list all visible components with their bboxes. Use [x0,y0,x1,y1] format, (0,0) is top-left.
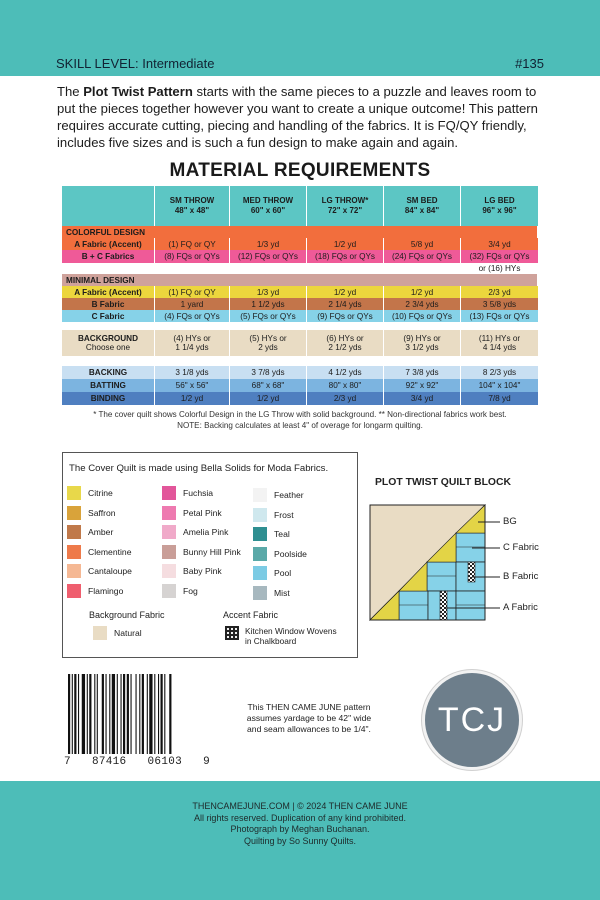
barcode-bar [112,674,115,754]
swatch-petal-pink: Petal Pink [162,506,222,520]
table-row: BATTING 56" x 56" 68" x 68" 80" x 80" 92" x 92" 104" x 104" [62,379,538,392]
barcode-bar [164,674,165,754]
barcode-bar [121,674,122,754]
barcode-bar [136,674,137,754]
table-row: or (16) HYs [62,263,538,274]
swatch-fuchsia: Fuchsia [162,486,213,500]
swatch-teal: Teal [253,527,290,541]
swatch-clementine: Clementine [67,545,131,559]
swatch-cantaloupe: Cantaloupe [67,564,132,578]
barcode-bar [94,674,95,754]
footer-text: THENCAMEJUNE.COM | © 2024 THEN CAME JUNE All rights reserved. Duplication of any kind prohibited. Photograph by Meghan Buchanan. Quilting by So Sunny Quilts. [192,801,408,846]
barcode-bar [106,674,107,754]
barcode-bar [78,674,79,754]
barcode-bar [109,674,110,754]
cover-quilt-title: The Cover Quilt is made using Bella Solids for Moda Fabrics. [69,463,329,474]
barcode-bar [89,674,91,754]
swatch-baby-pink: Baby Pink [162,564,222,578]
spacer-row [62,356,538,366]
barcode-bar [139,674,140,754]
section-minimal-design: MINIMAL DESIGN [62,274,538,286]
checker-swatch [225,626,239,640]
barcode-bar [68,674,70,754]
skill-level: SKILL LEVEL: Intermediate [56,55,215,71]
barcode-bar [131,674,132,754]
c-fabric-square [399,591,428,620]
cover-quilt-fabric-key [62,452,358,658]
table-row: C Fabric (4) FQs or QYs (5) FQs or QYs (9) FQs or QYs (10) FQs or QYs (13) FQs or QYs [62,310,538,322]
barcode-bar [97,674,98,754]
barcode-bar [74,674,76,754]
block-label-a-fabric: A Fabric [503,602,538,613]
swatch-mist: Mist [253,586,290,600]
table-header-row: SM THROW 48" x 48" MED THROW 60" x 60" LG THROW* 72" x 72" SM BED 84" x 84" LG BED 96" x 96" [62,186,538,226]
footer [0,781,600,900]
barcode-number: 7 87416 06103 9 [64,756,210,768]
b-fabric-strip [468,562,475,582]
swatch-feather: Feather [253,488,304,502]
barcode-bar [127,674,129,754]
block-label-bg: BG [503,516,517,527]
barcode-bar [147,674,148,754]
top-banner [0,0,600,50]
table-row: BINDING 1/2 yd 1/2 yd 2/3 yd 3/4 yd 7/8 yd [62,392,538,405]
swatch-pool: Pool [253,566,291,580]
intro-paragraph: The Plot Twist Pattern starts with the same pieces to a puzzle and leaves room to put the pieces together however you want to create a unique outcome! This pattern requires accurate cutting, piecing and handling of the fabrics. It is FQ/QY friendly, includes five sizes and is such a fun design to make again and again. [57,84,538,150]
swatch-kitchen-window-wovens: Kitchen Window Wovens in Chalkboard [225,626,337,646]
barcode-bar [158,674,159,754]
background-fabric-label: Background Fabric [89,610,165,620]
table-footnote: * The cover quilt shows Colorful Design in the LG Throw with solid background. ** Non-directional fabrics work best. NOTE: Backing calculates at least 4" of overage for longarm quilting. [93,410,507,430]
b-fabric-strip [440,591,447,620]
barcode-bar [102,674,104,754]
c-fabric-square [427,562,456,591]
swatch-frost: Frost [253,508,294,522]
barcode-bars [68,674,210,754]
block-label-b-fabric: B Fabric [503,571,539,582]
pattern-number: #135 [515,55,544,71]
block-label-c-fabric: C Fabric [503,542,539,553]
swatch-natural: Natural [93,626,142,640]
yardage-note: This THEN CAME JUNE pattern assumes yardage to be 42" wide and seam allowances to be 1/4". [246,702,372,734]
material-requirements-title: MATERIAL REQUIREMENTS [169,160,431,181]
barcode-bar [72,674,73,754]
barcode-bar [87,674,88,754]
barcode-bar [82,674,85,754]
swatch-poolside: Poolside [253,547,307,561]
table-row: B Fabric 1 yard 1 1/2 yds 2 1/4 yds 2 3/4 yds 3 5/8 yds [62,298,538,310]
barcode [62,668,212,772]
tcj-logo: TCJ [422,670,522,770]
section-colorful-design: COLORFUL DESIGN [62,226,538,238]
table-row: BACKING 3 1/8 yds 3 7/8 yds 4 1/2 yds 7 3/8 yds 8 2/3 yds [62,366,538,379]
table-row: BACKGROUND Choose one (4) HYs or 1 1/4 yds (5) HYs or 2 yds (6) HYs or 2 1/2 yds (9) HYs or 3 1/2 yds (11) HYs or 4 1/4 yds [62,330,538,356]
skill-level-bar [0,50,600,76]
swatch-fog: Fog [162,584,198,598]
swatch-flamingo: Flamingo [67,584,123,598]
swatch-bunny-hill-pink: Bunny Hill Pink [162,545,241,559]
barcode-bar [154,674,155,754]
barcode-bar [169,674,171,754]
pattern-name: Plot Twist Pattern [83,84,193,99]
barcode-bar [123,674,125,754]
accent-fabric-label: Accent Fabric [223,610,279,620]
spacer-row [62,322,538,330]
material-requirements-table [62,186,538,406]
c-fabric-square [456,591,485,620]
barcode-bar [161,674,163,754]
swatch-saffron: Saffron [67,506,116,520]
barcode-bar [142,674,144,754]
table-row: A Fabric (Accent) (1) FQ or QY 1/3 yd 1/2 yd 1/2 yd 2/3 yd [62,286,538,298]
table-row: A Fabric (Accent) (1) FQ or QY 1/3 yd 1/2 yd 5/8 yd 3/4 yd [62,238,538,250]
swatch-amelia-pink: Amelia Pink [162,525,228,539]
swatch-citrine: Citrine [67,486,113,500]
barcode-bar [117,674,118,754]
barcode-bar [149,674,152,754]
table-row: B + C Fabrics (8) FQs or QYs (12) FQs or QYs (18) FQs or QYs (24) FQs or QYs (32) FQs or QYs [62,250,538,263]
block-title: PLOT TWIST QUILT BLOCK [375,477,512,488]
swatch-amber: Amber [67,525,113,539]
